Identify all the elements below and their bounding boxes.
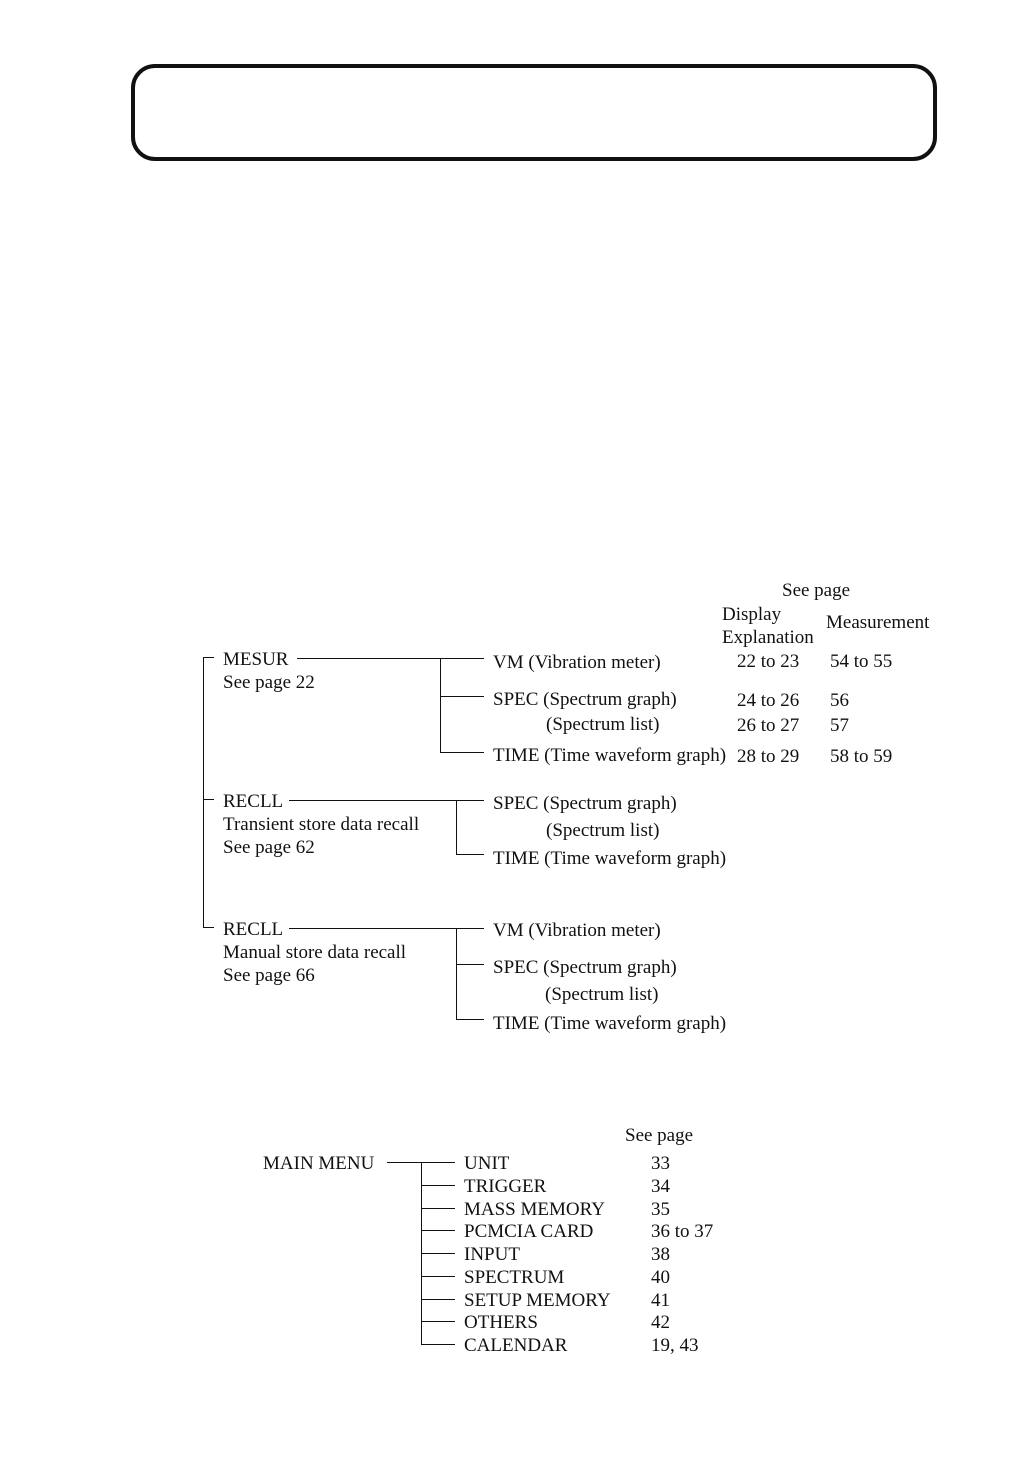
recll-manual-connector <box>289 928 457 929</box>
main-menu-item-page: 33 <box>651 1153 670 1174</box>
measurement-page-vm: 54 to 55 <box>830 651 893 672</box>
recll-transient-branch-time <box>456 854 484 855</box>
measurement-page-spec-graph: 56 <box>830 690 849 711</box>
main-menu-branch-tick <box>421 1344 455 1345</box>
main-menu-item-page: 38 <box>651 1244 670 1265</box>
main-menu-item-page: 19, 43 <box>651 1335 699 1356</box>
header-see-page: See page <box>782 580 851 601</box>
tree-trunk <box>203 657 204 927</box>
main-menu-item-page: 36 to 37 <box>651 1221 714 1243</box>
mesur-see-page: See page 22 <box>223 672 315 693</box>
menu-header-see-page: See page <box>625 1125 694 1146</box>
display-page-spec-graph: 24 to 26 <box>737 690 800 711</box>
main-menu-branch-tick <box>421 1276 455 1277</box>
recll-transient-item-spec-graph: SPEC (Spectrum graph) <box>493 793 677 814</box>
header-measurement: Measurement <box>826 612 930 633</box>
recll-transient-item-time: TIME (Time waveform graph) <box>493 848 727 869</box>
display-page-time: 28 to 29 <box>737 746 800 767</box>
main-menu-branch-tick <box>421 1230 455 1231</box>
mesur-label: MESUR <box>223 649 289 670</box>
main-menu-connector <box>387 1162 422 1163</box>
recll-transient-label: RECLL <box>223 791 284 812</box>
main-menu-item-page: 34 <box>651 1175 670 1197</box>
main-menu-branch-tick <box>421 1321 455 1322</box>
trunk-tick-recll-1 <box>203 799 214 800</box>
recll-manual-branch-time <box>456 1019 484 1020</box>
main-menu-item-page: 35 <box>651 1198 670 1220</box>
display-page-spec-list: 26 to 27 <box>737 715 800 736</box>
main-menu-item-label: PCMCIA CARD <box>464 1221 594 1243</box>
mesur-connector <box>297 658 441 659</box>
recll-manual-item-time: TIME (Time waveform graph) <box>493 1013 727 1034</box>
mesur-branch-spec <box>440 696 484 697</box>
main-menu-branch-tick <box>421 1253 455 1254</box>
header-display: Display <box>722 604 782 625</box>
main-menu-item-label: UNIT <box>464 1153 510 1174</box>
measurement-page-time: 58 to 59 <box>830 746 893 767</box>
recll-transient-connector <box>289 800 457 801</box>
recll-manual-see-page: See page 66 <box>223 965 315 986</box>
main-menu-item-page: 40 <box>651 1266 670 1288</box>
recll-transient-branch-spec <box>456 800 484 801</box>
main-menu-item-page: 42 <box>651 1312 670 1334</box>
mesur-branch <box>440 658 441 752</box>
main-menu-item-label: INPUT <box>464 1244 520 1265</box>
mesur-branch-vm <box>440 658 484 659</box>
main-menu-item-label: CALENDAR <box>464 1335 568 1356</box>
mesur-item-spec-list: (Spectrum list) <box>546 714 660 735</box>
recll-transient-see-page: See page 62 <box>223 837 315 858</box>
title-frame <box>131 64 937 161</box>
header-explanation: Explanation <box>722 627 814 648</box>
recll-manual-item-spec-graph: SPEC (Spectrum graph) <box>493 957 677 978</box>
recll-transient-item-spec-list: (Spectrum list) <box>546 820 660 841</box>
main-menu-item-page: 41 <box>651 1289 670 1311</box>
recll-manual-item-spec-list: (Spectrum list) <box>545 984 659 1005</box>
measurement-page-spec-list: 57 <box>830 715 849 736</box>
recll-manual-desc: Manual store data recall <box>223 942 407 963</box>
main-menu-item-label: MASS MEMORY <box>464 1198 605 1220</box>
trunk-tick-recll-2 <box>203 927 214 928</box>
mesur-branch-time <box>440 752 484 753</box>
recll-manual-label: RECLL <box>223 919 284 940</box>
trunk-tick-mesur <box>203 657 214 658</box>
main-menu-label: MAIN MENU <box>263 1153 375 1174</box>
main-menu-branch-tick <box>421 1208 455 1209</box>
main-menu-branch-tick <box>421 1299 455 1300</box>
main-menu-branch-tick <box>421 1185 455 1186</box>
main-menu-item-label: SPECTRUM <box>464 1266 565 1288</box>
main-menu-branch-tick <box>421 1162 455 1163</box>
main-menu-item-label: TRIGGER <box>464 1175 547 1197</box>
recll-manual-item-vm: VM (Vibration meter) <box>493 920 661 941</box>
recll-manual-branch-vm <box>456 928 484 929</box>
recll-transient-desc: Transient store data recall <box>223 814 420 835</box>
main-menu-item-label: OTHERS <box>464 1312 538 1334</box>
mesur-item-spec-graph: SPEC (Spectrum graph) <box>493 689 677 710</box>
display-page-vm: 22 to 23 <box>737 651 800 672</box>
main-menu-item-label: SETUP MEMORY <box>464 1289 611 1311</box>
recll-manual-branch-spec <box>456 964 484 965</box>
mesur-item-vm: VM (Vibration meter) <box>493 652 661 673</box>
recll-manual-branch <box>456 928 457 1019</box>
recll-transient-branch <box>456 800 457 854</box>
mesur-item-time: TIME (Time waveform graph) <box>493 745 727 766</box>
